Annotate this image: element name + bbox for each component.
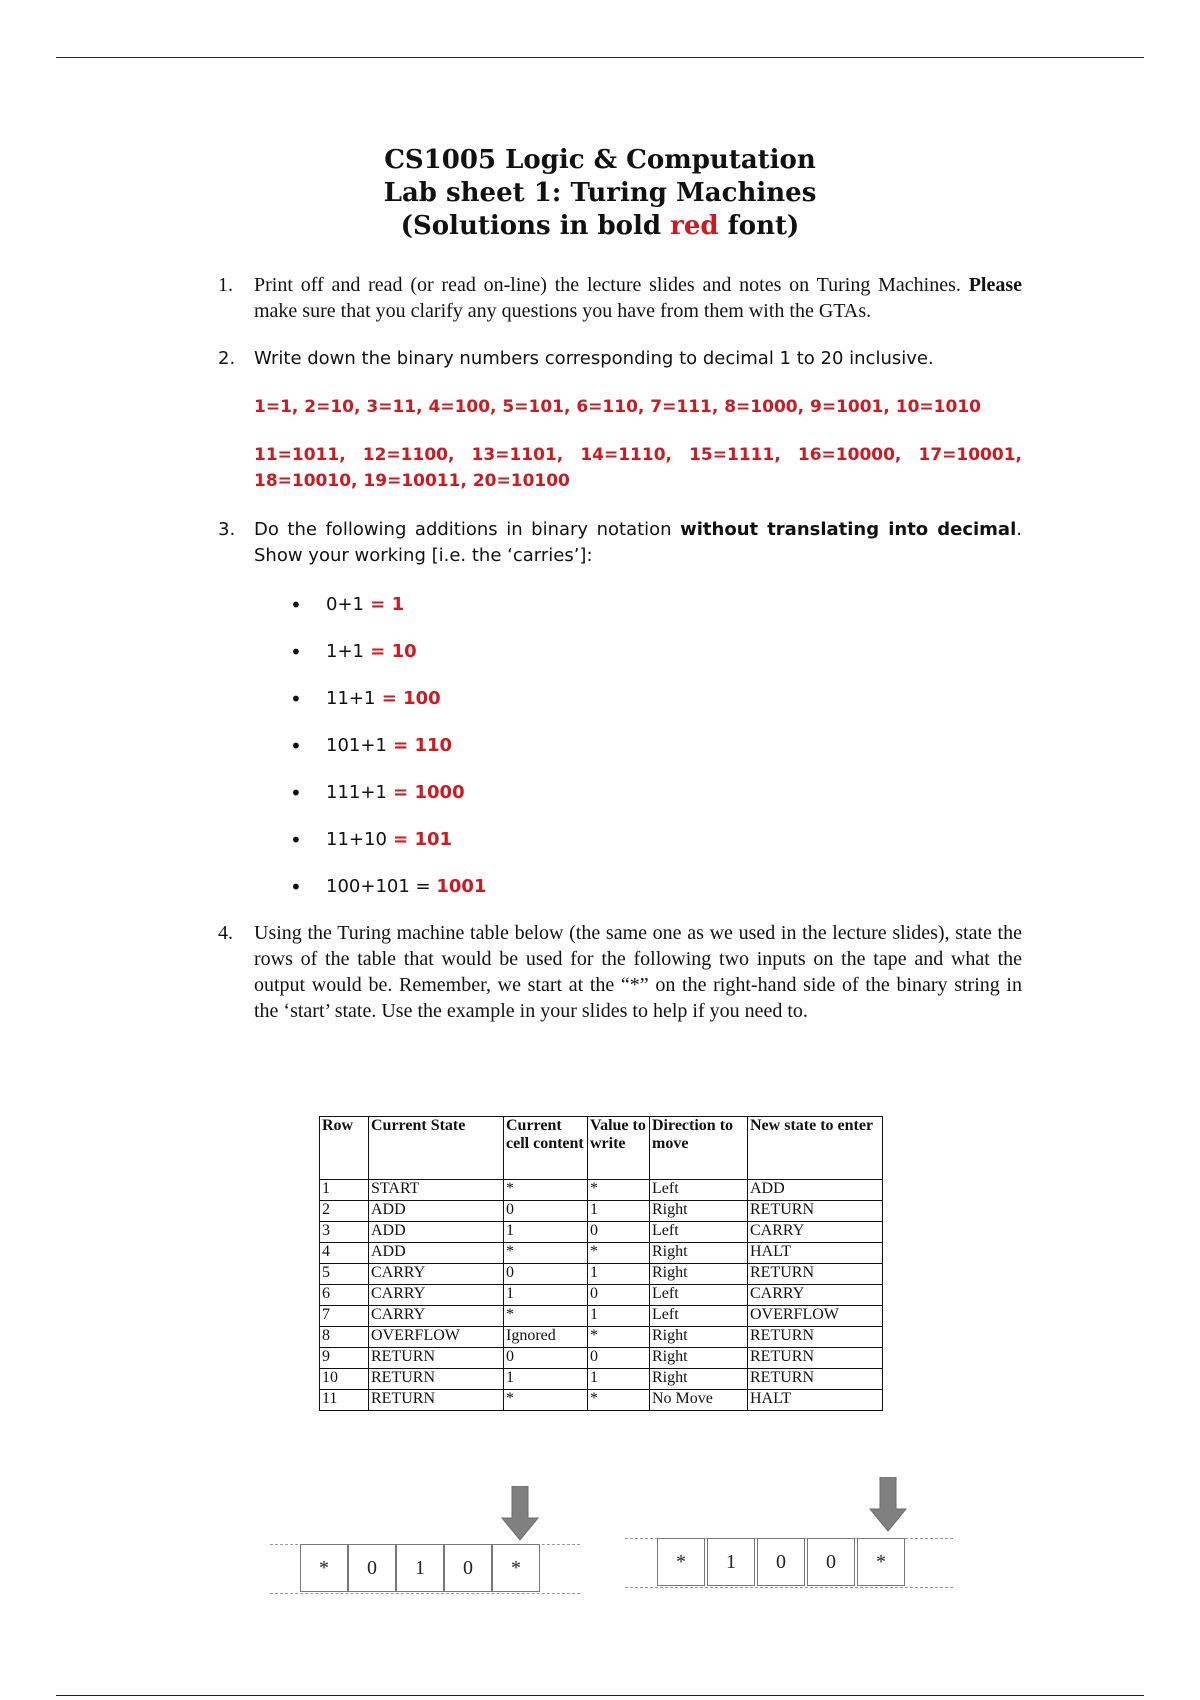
table-cell: RETURN <box>748 1264 883 1285</box>
tape-1-head-arrow-icon <box>500 1486 540 1542</box>
question-3-text-post: . Show your working [i.e. the ‘carries’]: <box>254 519 1022 566</box>
table-cell: 1 <box>588 1306 650 1327</box>
table-cell: RETURN <box>369 1390 504 1411</box>
tape-edge <box>625 1587 953 1588</box>
title-line-3-pre: (Solutions in bold <box>400 211 671 241</box>
tape-cell: * <box>492 1544 540 1592</box>
table-cell: Right <box>650 1201 748 1222</box>
table-cell: HALT <box>748 1243 883 1264</box>
answer-1-text: 1=1, 2=10, 3=11, 4=100, 5=101, 6=110, 7=111, 8=1000, 9=1001, 10=1010 <box>254 397 981 417</box>
bullet-icon: • <box>290 781 302 805</box>
table-cell: CARRY <box>748 1285 883 1306</box>
tape-cell: 1 <box>396 1544 444 1592</box>
table-cell: RETURN <box>748 1201 883 1222</box>
table-cell: 0 <box>588 1348 650 1369</box>
bullet-icon: • <box>290 593 302 617</box>
table-cell: 2 <box>320 1201 369 1222</box>
table-cell: 0 <box>504 1348 588 1369</box>
table-cell: Left <box>650 1306 748 1327</box>
addition-result: 1001 <box>436 876 487 897</box>
table-cell: 4 <box>320 1243 369 1264</box>
question-3 <box>218 517 1022 569</box>
page-title <box>0 144 1200 243</box>
question-4-text: Using the Turing machine table below (the same one as we used in the lecture slides), state the rows of the table that would be used for the following two inputs on the tape and what the output would be. Remember, we start at the “*” on the right-hand side of the binary string in the ‘start’ state. Use the example in your slides to help if you need to. <box>254 922 1022 1022</box>
addition-result: = 10 <box>364 641 417 662</box>
bullet-icon: • <box>290 640 302 664</box>
table-row <box>320 1285 883 1306</box>
table-row <box>320 1264 883 1285</box>
bullet-icon: • <box>290 875 302 899</box>
table-cell: * <box>588 1180 650 1201</box>
question-2-answer-2 <box>218 442 1022 494</box>
question-1 <box>218 272 1022 324</box>
table-cell: RETURN <box>369 1348 504 1369</box>
bottom-rule <box>56 1695 1144 1696</box>
question-1-text-2: make sure that you clarify any questions you have from them with the GTAs. <box>254 300 872 322</box>
table-cell: * <box>504 1243 588 1264</box>
table-cell: RETURN <box>748 1327 883 1348</box>
tape-cell: 0 <box>444 1544 492 1592</box>
table-cell: 1 <box>320 1180 369 1201</box>
table-cell: 1 <box>588 1264 650 1285</box>
table-cell: Right <box>650 1369 748 1390</box>
header-row: Row <box>320 1117 369 1180</box>
question-4-number: 4. <box>218 922 233 944</box>
question-1-text-1: Print off and read (or read on-line) the lecture slides and notes on Turing Machines. <box>254 274 961 296</box>
table-cell: Right <box>650 1243 748 1264</box>
answer-2-text: 11=1011, 12=1100, 13=1101, 14=1110, 15=1111, 16=10000, 17=10001, 18=10010, 19=10011, 20=10100 <box>254 445 1022 491</box>
tape-cell: * <box>300 1544 348 1592</box>
table-row <box>320 1369 883 1390</box>
question-2-text: Write down the binary numbers corresponding to decimal 1 to 20 inclusive. <box>254 348 934 369</box>
question-3-bold: without translating into decimal <box>680 519 1017 540</box>
table-row <box>320 1180 883 1201</box>
question-2-number: 2. <box>218 348 236 369</box>
table-cell: CARRY <box>748 1222 883 1243</box>
question-2-answer-1 <box>218 394 1022 420</box>
tape-edge <box>270 1593 580 1594</box>
table-cell: RETURN <box>369 1369 504 1390</box>
table-cell: * <box>588 1327 650 1348</box>
table-cell: 0 <box>588 1285 650 1306</box>
addition-expr: 1+1 <box>326 641 364 662</box>
table-cell: CARRY <box>369 1285 504 1306</box>
header-current-state: Current State <box>369 1117 504 1180</box>
table-cell: 6 <box>320 1285 369 1306</box>
table-cell: 7 <box>320 1306 369 1327</box>
table-cell: 0 <box>504 1264 588 1285</box>
question-1-number: 1. <box>218 274 233 296</box>
question-2 <box>218 346 1022 372</box>
tape-cell: 0 <box>807 1538 855 1586</box>
bullet-icon: • <box>290 734 302 758</box>
table-cell: HALT <box>748 1390 883 1411</box>
header-value-to-write: Value to write <box>588 1117 650 1180</box>
table-cell: 3 <box>320 1222 369 1243</box>
title-line-3-red: red <box>670 211 719 241</box>
addition-expr: 11+10 <box>326 829 387 850</box>
table-cell: 1 <box>504 1222 588 1243</box>
table-cell: CARRY <box>369 1306 504 1327</box>
tape-cell: 1 <box>707 1538 755 1586</box>
addition-expr: 11+1 <box>326 688 376 709</box>
table-cell: Right <box>650 1327 748 1348</box>
addition-result: = 110 <box>386 735 453 756</box>
bullet-icon: • <box>290 828 302 852</box>
table-cell: Left <box>650 1180 748 1201</box>
table-row <box>320 1243 883 1264</box>
table-cell: ADD <box>748 1180 883 1201</box>
title-line-3 <box>0 210 1200 243</box>
table-cell: CARRY <box>369 1264 504 1285</box>
table-cell: ADD <box>369 1222 504 1243</box>
addition-result: = 101 <box>386 829 453 850</box>
top-rule <box>56 57 1144 58</box>
table-row <box>320 1306 883 1327</box>
table-cell: 0 <box>588 1222 650 1243</box>
table-cell: 5 <box>320 1264 369 1285</box>
bullet-icon: • <box>290 687 302 711</box>
table-cell: 1 <box>504 1369 588 1390</box>
table-cell: OVERFLOW <box>369 1327 504 1348</box>
title-line-3-post: font) <box>718 211 800 241</box>
addition-expr: 100+101 = <box>326 876 437 897</box>
tape-cell: 0 <box>757 1538 805 1586</box>
title-line-2: Lab sheet 1: Turing Machines <box>383 178 817 208</box>
table-cell: RETURN <box>748 1348 883 1369</box>
tape-cell: * <box>657 1538 705 1586</box>
table-cell: 1 <box>588 1201 650 1222</box>
addition-result: = 1 <box>364 594 405 615</box>
table-row <box>320 1390 883 1411</box>
table-row <box>320 1222 883 1243</box>
question-3-number: 3. <box>218 519 236 540</box>
table-cell: RETURN <box>748 1369 883 1390</box>
table-cell: ADD <box>369 1243 504 1264</box>
addition-expr: 101+1 <box>326 735 387 756</box>
table-cell: 8 <box>320 1327 369 1348</box>
addition-expr: 0+1 <box>326 594 364 615</box>
addition-result: = 1000 <box>386 782 465 803</box>
question-3-text-pre: Do the following additions in binary notation <box>254 519 681 540</box>
tape-2 <box>625 1538 953 1588</box>
tape-cell: * <box>857 1538 905 1586</box>
addition-result: = 100 <box>375 688 441 709</box>
table-cell: 1 <box>588 1369 650 1390</box>
header-current-cell-content: Current cell content <box>504 1117 588 1180</box>
table-cell: * <box>588 1390 650 1411</box>
table-cell: 10 <box>320 1369 369 1390</box>
table-cell: No Move <box>650 1390 748 1411</box>
table-cell: * <box>504 1390 588 1411</box>
table-row <box>320 1327 883 1348</box>
table-cell: OVERFLOW <box>748 1306 883 1327</box>
title-line-1: CS1005 Logic & Computation <box>384 145 816 175</box>
table-cell: Ignored <box>504 1327 588 1348</box>
table-row <box>320 1348 883 1369</box>
tape-cell: 0 <box>348 1544 396 1592</box>
question-4 <box>218 920 1022 1024</box>
table-row <box>320 1201 883 1222</box>
header-direction: Direction to move <box>650 1117 748 1180</box>
table-cell: Right <box>650 1264 748 1285</box>
tape-1 <box>270 1544 580 1594</box>
table-cell: Left <box>650 1222 748 1243</box>
table-cell: ADD <box>369 1201 504 1222</box>
table-cell: START <box>369 1180 504 1201</box>
table-cell: * <box>504 1180 588 1201</box>
table-cell: * <box>504 1306 588 1327</box>
question-1-bold: Please <box>968 274 1022 296</box>
table-cell: Right <box>650 1348 748 1369</box>
addition-expr: 111+1 <box>326 782 387 803</box>
table-cell: 0 <box>504 1201 588 1222</box>
table-cell: Left <box>650 1285 748 1306</box>
table-cell: 1 <box>504 1285 588 1306</box>
question-1-text <box>254 272 1022 324</box>
table-header-row <box>320 1117 883 1180</box>
question-3-text <box>254 517 1022 569</box>
table-cell: 9 <box>320 1348 369 1369</box>
turing-machine-table <box>319 1116 883 1411</box>
table-cell: 11 <box>320 1390 369 1411</box>
header-new-state: New state to enter <box>748 1117 883 1180</box>
table-cell: * <box>588 1243 650 1264</box>
tape-2-head-arrow-icon <box>868 1477 908 1533</box>
